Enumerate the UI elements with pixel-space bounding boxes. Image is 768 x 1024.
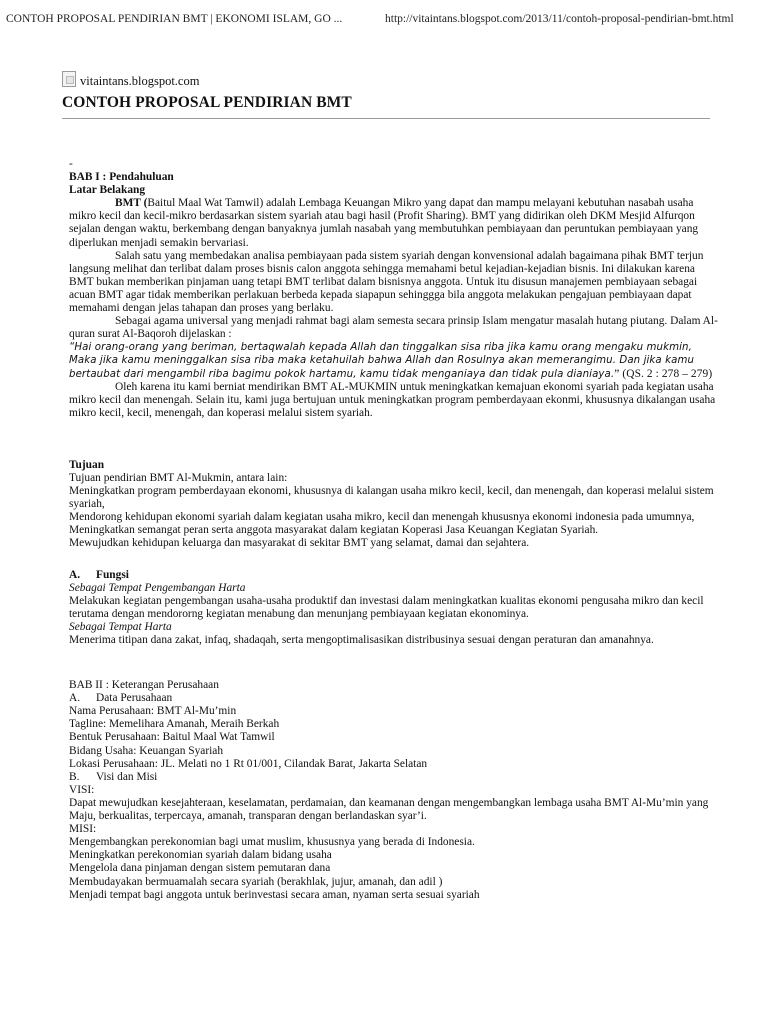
misi-item: Mengembangkan perekonomian bagi umat muslim, khususnya yang berada di Indonesia. (69, 836, 475, 849)
tujuan-heading: Tujuan (69, 458, 105, 471)
post-body (69, 158, 719, 902)
fungsi-number: A. (69, 568, 81, 581)
fungsi-heading (69, 569, 719, 582)
blog-name-link[interactable]: vitaintans.blogspot.com (80, 74, 200, 88)
visi-misi-title: Visi dan Misi (96, 770, 158, 783)
bab1-paragraph-3: Sebagai agama universal yang menjadi rahmat bagi alam semesta secara prinsip Islam mengatur masalah hutang piutang. Dalam Al-quran surat Al-Baqoroh dijelaskan : (69, 315, 718, 341)
visi-misi-number: B. (69, 770, 80, 783)
company-field-value: : Baitul Maal Wat Tamwil (156, 731, 275, 744)
print-header-title: CONTOH PROPOSAL PENDIRIAN BMT | EKONOMI ISLAM, GO ... (6, 13, 343, 25)
misi-item: Meningkatkan perekonomian syariah dalam bidang usaha (69, 849, 332, 862)
misi-item: Mengelola dana pinjaman dengan sistem pemutaran dana (69, 862, 331, 875)
quran-quote (69, 341, 719, 380)
tujuan-item: Meningkatkan program pemberdayaan ekonomi, khususnya di kalangan usaha mikro kecil, kecil, dan menengah, dan koperasi melalui sistem syariah, (69, 485, 714, 511)
fungsi-text-2: Menerima titipan dana zakat, infaq, shadaqah, serta mengoptimalisasikan distribusinya sesuai dengan peraturan dan amanahnya. (69, 634, 654, 646)
title-divider (62, 118, 710, 119)
company-field-row (69, 745, 719, 758)
bab1-paragraph-1-text: Baitul Maal Wat Tamwil) adalah Lembaga Keuangan Mikro yang dapat dan mampu melayani kebutuhan nasabah usaha mikro kecil dan kecil-mikro berdasarkan sistem syariah atau bagi hasil (Profit Sharing). BMT yang didirikan oleh DKM Mesjid Alfurqon sejalan dengan waktu, berkembang dengan banyaknya jumlah nasabah yang membutuhkan pembiayaan dan peruntukan pembiayaan yang diperlukan menjadi semakin bervariasi. (69, 197, 699, 249)
fungsi-title: Fungsi (96, 568, 129, 581)
print-header-url: http://vitaintans.blogspot.com/2013/11/contoh-proposal-pendirian-bmt.html (385, 13, 734, 25)
tujuan-item: Mendorong kehidupan ekonomi syariah dalam kegiatan usaha mikro, kecil dan menengah khususnya ekonomi indonesia pada umumnya, (69, 511, 695, 524)
company-field-row (69, 718, 719, 731)
company-field-row (69, 758, 719, 771)
quran-quote-text: “Hai orang-orang yang beriman, bertaqwalah kepada Allah dan tinggalkan sisa riba jika kamu orang mengaku mukmin, Maka jika kamu meninggalkan sisa riba maka ketahuilah bahwa Allah dan Rosulnya akan memerangimu. Dan jika kamu bertaubat dari mengambil riba bagimu pokok hartamu, kamu tidak menganiaya dan tidak pula dianiaya. (69, 342, 695, 380)
quran-quote-reference: ” (QS. 2 : 278 – 279) (614, 367, 713, 380)
company-field-label: Nama Perusahaan (69, 705, 151, 718)
company-field-value: : Keuangan Syariah (133, 744, 224, 757)
bmt-bold-term: BMT ( (115, 197, 148, 210)
company-field-row (69, 705, 719, 718)
bab1-heading: BAB I : Pendahuluan (69, 171, 174, 184)
visi-misi-heading (69, 771, 719, 784)
company-field-value: : JL. Melati no 1 Rt 01/001, Cilandak Barat, Jakarta Selatan (154, 757, 428, 770)
broken-image-icon (62, 71, 76, 87)
company-field-row (69, 731, 719, 744)
company-field-value: : Memelihara Amanah, Meraih Berkah (103, 718, 280, 731)
company-field-label: Tagline (69, 718, 103, 731)
misi-item: Menjadi tempat bagi anggota untuk berinvestasi secara aman, nyaman serta sesuai syariah (69, 888, 480, 901)
company-field-label: Lokasi Perusahaan (69, 757, 155, 770)
fungsi-subheading-2: Sebagai Tempat Harta (69, 620, 172, 633)
company-field-label: Bentuk Perusahaan (69, 731, 157, 744)
bab2-heading: BAB II : Keterangan Perusahaan (69, 679, 219, 692)
dash-line: - (69, 158, 73, 170)
post-title: CONTOH PROPOSAL PENDIRIAN BMT (62, 94, 352, 111)
bab1-paragraph-4: Oleh karena itu kami berniat mendirikan BMT AL-MUKMIN untuk meningkatkan kemajuan ekonomi syariah pada kegiatan usaha mikro kecil dan menengah. Selain itu, kami juga bertujuan untuk meningkatkan program pemberdayaan ekonmi, khususnya dikalangan usaha mikro kecil, kecil, menengah, dan koperasi melalui sistem syariah. (69, 380, 716, 419)
company-field-value: : BMT Al-Mu’min (150, 705, 237, 718)
latar-belakang-heading: Latar Belakang (69, 184, 146, 197)
fungsi-text-1: Melakukan kegiatan pengembangan usaha-usaha produktif dan investasi dalam meningkatkan kualitas ekonomi pengusaha mikro dan kecil terutama dengan mendororng kegiatan menabung dan menunjang pembiayaan kegiatan ekonominya. (69, 594, 704, 620)
data-perusahaan-heading (69, 692, 719, 705)
tujuan-intro: Tujuan pendirian BMT Al-Mukmin, antara lain: (69, 471, 288, 484)
company-field-label: Bidang Usaha (69, 744, 134, 757)
fungsi-subheading-1: Sebagai Tempat Pengembangan Harta (69, 581, 246, 594)
visi-label: VISI: (69, 783, 95, 796)
bab1-paragraph-2: Salah satu yang membedakan analisa pembiayaan pada sistem syariah dengan konvensional adalah bagaimana pihak BMT terjun langsung melihat dan terlibat dalam proses bisnis calon anggota sehingga memahami betul kejadian-kejadian bisnis. Ini dilakukan karena BMT bukan memberikan pinjaman uang tetapi BMT terlibat dalam bisnisnya anggota. Untuk itu disusun manajemen pembiayaan sebagai acuan BMT agar tidak memberikan perlakuan berbeda kepada siapapun sehinggga bila anggota melakukan pengajuan pembiayaan dapat memahami dengan jelas tahapan dan proses yang berlaku. (69, 249, 704, 315)
misi-item: Membudayakan bermuamalah secara syariah (berakhlak, jujur, amanah, dan adil ) (69, 875, 443, 888)
data-perusahaan-number: A. (69, 692, 81, 705)
misi-label: MISI: (69, 823, 97, 836)
data-perusahaan-title: Data Perusahaan (96, 692, 173, 705)
print-header (0, 0, 768, 42)
tujuan-item: Meningkatkan semangat peran serta anggota masyarakat dalam kegiatan Koperasi Jasa Keuangan Kegiatan Syariah. (69, 524, 599, 537)
tujuan-item: Mewujudkan kehidupan keluarga dan masyarakat di sekitar BMT yang selamat, damai dan sejahtera. (69, 537, 530, 550)
bab1-paragraph-1 (69, 197, 719, 249)
blog-header (62, 68, 199, 89)
visi-text: Dapat mewujudkan kesejahteraan, keselamatan, perdamaian, dan keamanan dengan mengembangkan lembaga usaha BMT Al-Mu’min yang Maju, berkualitas, terpercaya, amanah, transparan dengan berlandaskan syar’i. (69, 796, 709, 823)
